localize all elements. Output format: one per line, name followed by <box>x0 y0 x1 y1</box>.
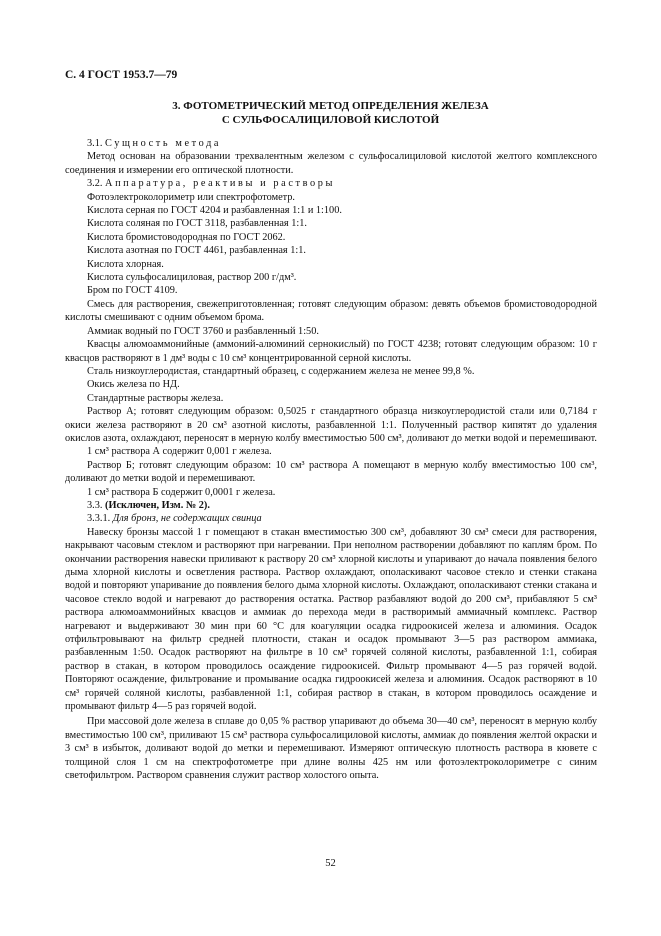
clause-3-1 <box>65 137 597 150</box>
paragraph: Квасцы алюмоаммонийные (аммоний-алюминий сернокислый) по ГОСТ 4238; готовят следующим образом: 10 г квасцов растворяют в 1 дм³ воды с 10 см³ концентрированной серной кислоты. <box>65 339 597 364</box>
paragraph: Раствор Б; готовят следующим образом: 10 см³ раствора А помещают в мерную колбу вместимостью 100 см³, доливают до метки водой и перемешивают. <box>65 459 597 485</box>
section-title-line-1: 3. ФОТОМЕТРИЧЕСКИЙ МЕТОД ОПРЕДЕЛЕНИЯ ЖЕЛЕЗА <box>172 100 489 112</box>
paragraph: Метод основан на образовании трехвалентным железом с сульфосалициловой кислотой желтого комплексного соединения и измерении его оптической плотности. <box>65 151 597 176</box>
reagent-item: Бром по ГОСТ 4109. <box>87 285 178 297</box>
clause-number: 3.3. <box>87 499 103 511</box>
paragraph: 1 см³ раствора А содержит 0,001 г железа. <box>87 446 272 458</box>
reagent-item: Кислота азотная по ГОСТ 4461, разбавленная 1:1. <box>87 245 306 257</box>
reagent-item: Кислота соляная по ГОСТ 3118, разбавленная 1:1. <box>87 218 307 230</box>
section-title <box>0 99 661 127</box>
reagent-item: Кислота бромистоводородная по ГОСТ 2062. <box>87 231 286 243</box>
clause-note: (Исключен, Изм. № 2). <box>105 499 210 511</box>
paragraph: Сталь низкоуглеродистая, стандартный образец, с содержанием железа не менее 99,8 %. <box>87 365 475 377</box>
paragraph: Раствор А; готовят следующим образом: 0,5025 г стандартного образца низкоуглеродистой стали или 0,7184 г окиси железа растворяют в 20 см³ азотной кислоты, разбавленной 1:1. Полученный раствор кипятят до удаления окислов азота, охлаждают, переносят в мерную колбу вместимостью 500 см³, доливают до метки водой и перемешивают. <box>65 406 597 444</box>
clause-heading: Для бронз, не содержащих свинца <box>112 513 262 525</box>
paragraph: Стандартные растворы железа. <box>87 392 224 404</box>
paragraph: Навеску бронзы массой 1 г помещают в стакан вместимостью 300 см³, добавляют 30 см³ смеси для растворения, накрывают часовым стеклом и растворяют при нагревании. При неполном растворении добавляют по каплям бром. По окончании растворения навески приливают к раствору 20 см³ хлорной кислоты и упаривают до начала появления белого дыма хлорной кислоты и осветления раствора. Раствор охлаждают, ополаскивают часовое стекло и стенки стакана водой и повторяют упаривание до появления белого дыма хлорной кислоты. Охлаждают, ополаскивают стенки стакана и часовое стекло водой и нагревают до растворения остатка. Раствор разбавляют водой до 200 см³, прибавляют 5 см³ раствора алюмоаммонийных квасцов и аммиак до перехода меди в растворимый аммиачный комплекс. Раствор нагревают и выдерживают 30 мин при 60 °С для коагуляции осадка гидроокисей железа и алюминия. Осадок отфильтровывают на фильтр средней плотности, стакан и осадок промывают 3—5 раз раствором аммиака, разбавленным 1:50. Осадок растворяют на фильтре в 10 см³ горячей соляной кислоты, разбавленной 1:1, собирая раствор в стакан, в котором проводилось осаждение гидроокисей. Фильтр промывают 4—5 раз горячей водой. Повторяют осаждение, фильтрование и промывание осадка гидроокисей железа и алюминия. Осадок растворяют в 10 см³ горячей соляной кислоты, разбавленной 1:1, собирая раствор в стакан, в котором проводилось осаждение и промывают фильтр 4—5 раз горячей водой. <box>65 526 597 713</box>
clause-3-3 <box>65 499 597 512</box>
clause-heading: Сущность метода <box>105 138 222 149</box>
clause-number: 3.3.1. <box>87 513 111 525</box>
clause-3-3-1 <box>65 512 597 525</box>
reagent-item: Кислота хлорная. <box>87 258 164 270</box>
clause-heading: Аппаратура, реактивы и растворы <box>105 178 336 190</box>
clause-3-2 <box>65 177 597 190</box>
paragraph: 1 см³ раствора Б содержит 0,0001 г железа. <box>87 486 276 498</box>
page-number: 52 <box>325 858 336 869</box>
reagent-item: Кислота сульфосалициловая, раствор 200 г/дм³. <box>87 272 297 284</box>
paragraph: При массовой доле железа в сплаве до 0,05 % раствор упаривают до объема 30—40 см³, переносят в мерную колбу вместимостью 100 см³, приливают 15 см³ раствора сульфосалициловой кислоты, аммиак до появления желтой окраски и 3 см³ в избыток, доливают водой до метки и перемешивают. Измеряют оптическую плотность раствора в кювете с толщиной слоя 1 см на спектрофотометре при длине волны 425 нм или фотоэлектроколориметре с синим светофильтром. Раствором сравнения служит раствор холостого опыта. <box>65 716 597 782</box>
document-body <box>65 137 597 783</box>
section-title-line-2: С СУЛЬФОСАЛИЦИЛОВОЙ КИСЛОТОЙ <box>221 114 440 126</box>
clause-number: 3.2. <box>87 178 103 190</box>
reagent-item: Фотоэлектроколориметр или спектрофотометр. <box>87 191 295 203</box>
paragraph: Окись железа по НД. <box>87 379 180 391</box>
clause-number: 3.1. <box>87 138 103 149</box>
reagent-item: Кислота серная по ГОСТ 4204 и разбавленная 1:1 и 1:100. <box>87 205 342 217</box>
page-header: С. 4 ГОСТ 1953.7—79 <box>65 69 178 81</box>
paragraph: Смесь для растворения, свежеприготовленная; готовят следующим образом: девять объемов бромистоводородной кислоты смешивают с одним объемом брома. <box>65 298 597 324</box>
paragraph: Аммиак водный по ГОСТ 3760 и разбавленный 1:50. <box>87 325 319 337</box>
